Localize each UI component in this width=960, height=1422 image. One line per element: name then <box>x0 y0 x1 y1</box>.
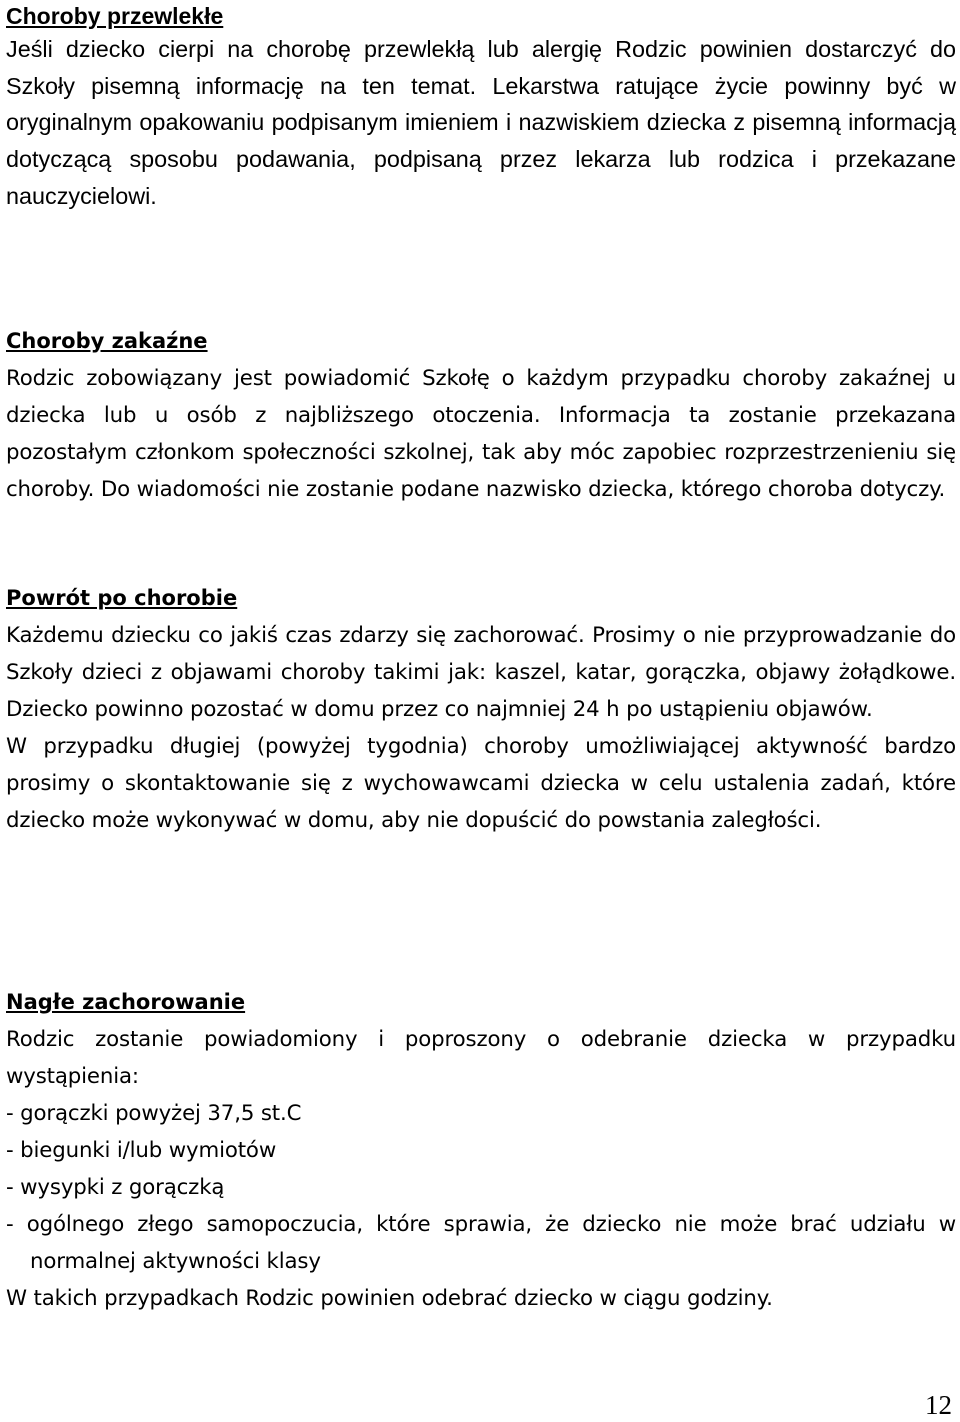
section-closing: W takich przypadkach Rodzic powinien odebrać dziecko w ciągu godziny. <box>6 1286 773 1311</box>
section-heading: Powrót po chorobie <box>6 586 238 610</box>
list-item: - biegunki i/lub wymiotów <box>6 1138 277 1163</box>
list-item: - ogólnego złego samopoczucia, które sprawia, że dziecko nie może brać udziału w normalnej aktywności klasy <box>6 1212 956 1274</box>
list-item: - gorączki powyżej 37,5 st.C <box>6 1101 302 1126</box>
section-chronic-diseases <box>6 0 956 215</box>
section-infectious-diseases <box>6 323 956 508</box>
section-paragraph: Rodzic zobowiązany jest powiadomić Szkołę o każdym przypadku choroby zakaźnej u dziecka lub u osób z najbliższego otoczenia. Informacja ta zostanie przekazana pozostałym członkom społeczności szkolnej, tak aby móc zapobiec rozprzestrzenieniu się choroby. Do wiadomości nie zostanie podane nazwisko dziecka, którego choroba dotyczy. <box>6 366 956 502</box>
list-item: - wysypki z gorączką <box>6 1175 225 1200</box>
section-sudden-illness <box>6 984 956 1317</box>
page-number: 12 <box>925 1390 952 1420</box>
section-paragraph: Każdemu dziecku co jakiś czas zdarzy się zachorować. Prosimy o nie przyprowadzanie do Szkoły dzieci z objawami choroby takimi jak: kaszel, katar, gorączka, objawy żołądkowe. Dziecko powinno pozostać w domu przez co najmniej 24 h po ustąpieniu objawów. <box>6 623 956 722</box>
section-intro: Rodzic zostanie powiadomiony i poproszony o odebranie dziecka w przypadku wystąpienia: <box>6 1027 956 1089</box>
section-heading: Choroby zakaźne <box>6 329 208 353</box>
section-heading: Nagłe zachorowanie <box>6 990 246 1014</box>
section-return-after-illness <box>6 580 956 839</box>
section-paragraph: W przypadku długiej (powyżej tygodnia) choroby umożliwiającej aktywność bardzo prosimy o skontaktowanie się z wychowawcami dziecka w celu ustalenia zadań, które dziecko może wykonywać w domu, aby nie dopuścić do powstania zaległości. <box>6 734 956 833</box>
symptom-list <box>6 1095 956 1280</box>
section-paragraph: Jeśli dziecko cierpi na chorobę przewlekłą lub alergię Rodzic powinien dostarczyć do Szkoły pisemną informację na ten temat. Lekarstwa ratujące życie powinny być w oryginalnym opakowaniu podpisanym imieniem i nazwiskiem dziecka z pisemną informacją dotyczącą sposobu podawania, podpisaną przez lekarza lub rodzica i przekazane nauczycielowi. <box>6 36 956 209</box>
section-heading: Choroby przewlekłe <box>6 3 224 29</box>
